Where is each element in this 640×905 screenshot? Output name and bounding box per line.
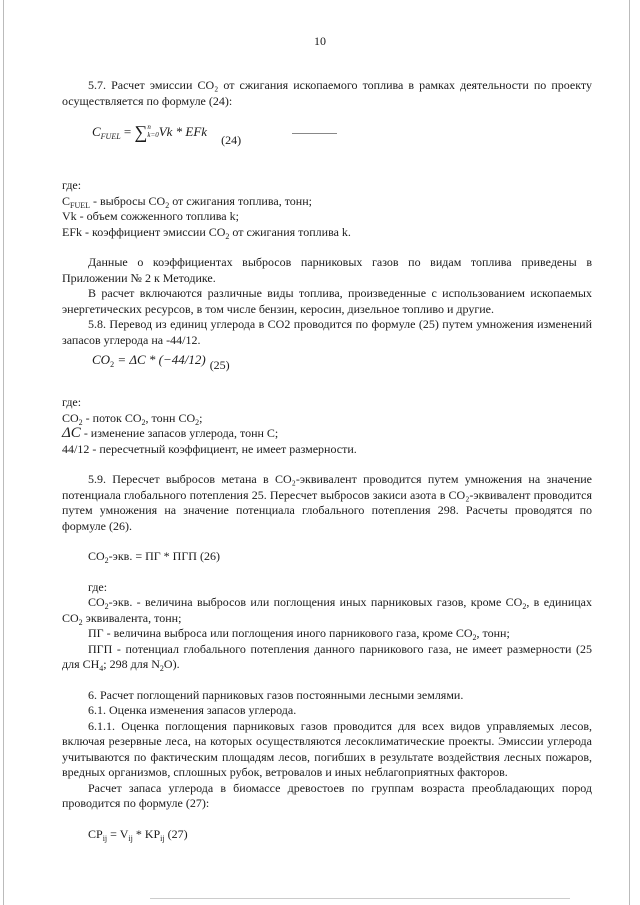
- where-label-24: где:: [62, 178, 82, 192]
- formula-24-lhs-sub: FUEL: [100, 132, 121, 141]
- formula-25-rhs: = ΔC * (−44/12): [114, 352, 206, 367]
- where-25-item: $CO_2$ - поток $CO_2$, тонн $CO_2$;: [62, 410, 203, 427]
- where-26-item: ПГ - величина выброса или поглощения иного парникового газа, кроме $CO_2$, тонн;: [88, 626, 510, 642]
- paragraph-5-8: 5.8. Перевод из единиц углерода в CO2 проводится по формуле (25) путем умножения изменений запасов углерода на -44/12.: [62, 317, 592, 347]
- sum-lower: k=0: [147, 131, 159, 140]
- where-25-item: ΔC - изменение запасов углерода, тонн C;: [62, 425, 279, 441]
- sum-limits: [147, 123, 158, 139]
- paragraph-6-1-1: 6.1.1. Оценка поглощения парниковых газов проводится для всех видов управляемых лесов, включая резервные леса, на которых осуществляются лесоклиматические проекты. Эмиссии углерода учитываются по фактическим площадям лесов, погибших в результате воздействия лесных пожаров, вредных организмов, сплошных рубок, ветровалов и иных неблагоприятных факторов.: [62, 718, 592, 779]
- where-list-25: [62, 411, 592, 458]
- formula-25-number: (25): [209, 358, 230, 372]
- right-scan-edge: [629, 0, 630, 905]
- where-label-25: где:: [62, 395, 82, 409]
- where-24-item: EFk - коэффициент эмиссии $CO_2$ от сжигания топлива k.: [62, 224, 351, 241]
- paragraph-5-7: 5.7. Расчет эмиссии CO₂ от сжигания ископаемого топлива в рамках деятельности по проекту осуществляется по формуле (24):: [62, 78, 592, 108]
- scan-artifact-line: [292, 133, 337, 134]
- formula-26: $CO_2$-экв. = ПГ * ПГП (26): [88, 549, 220, 565]
- where-26-item: ПГП - потенциал глобального потепления данного парникового газа, не имеет размерности (25 для $CH_4$; 298 для $N_2O$).: [62, 641, 592, 673]
- where-label-26: где:: [88, 579, 108, 594]
- where-24-item: Vk - объем сожженного топлива k;: [62, 209, 239, 223]
- paragraph-carbon-stock: Расчет запаса углерода в биомассе древостоев по группам возраста преобладающих пород проводится по формуле (27):: [62, 780, 592, 810]
- formula-25-lhs-sub: 2: [110, 360, 115, 369]
- formula-24-eq: =: [120, 124, 135, 139]
- where-list-24: [62, 194, 592, 241]
- sum-upper: n: [147, 123, 151, 132]
- scan-artifact-line: [150, 898, 570, 899]
- page-content: [62, 78, 592, 842]
- section-6-heading: 6. Расчет поглощений парниковых газов постоянными лесными землями.: [88, 687, 464, 702]
- formula-27: $CP_{ij} = V_{ij} * KP_{ij}$ (27): [88, 826, 188, 843]
- formula-24: [92, 123, 592, 163]
- formula-25: [92, 352, 592, 380]
- formula-25-lhs: CO: [92, 352, 111, 367]
- formula-24-number: (24): [221, 133, 242, 147]
- paragraph-5-9: 5.9. Пересчет выбросов метана в CO₂-эквивалент проводится путем умножения на значение потенциала глобального потепления 25. Пересчет выбросов закиси азота в CO₂-эквивалент проводится путем умножения на значение потенциала глобального потепления 298. Расчеты проводятся по формуле (26).: [62, 472, 592, 533]
- section-6-1-heading: 6.1. Оценка изменения запасов углерода.: [88, 703, 297, 717]
- page-number: 10: [314, 34, 326, 48]
- paragraph-fuels: В расчет включаются различные виды топлива, произведенные с использованием ископаемых энергетических ресурсов, в том числе бензин, керосин, дизельное топливо и другие.: [62, 286, 592, 316]
- formula-24-lhs: C: [92, 124, 101, 139]
- left-scan-edge: [3, 0, 4, 905]
- paragraph-coefficients: Данные о коэффициентах выбросов парниковых газов по видам топлива приведены в Приложении № 2 к Методике.: [62, 255, 592, 285]
- where-26-item: $CO_2$-экв. - величина выбросов или поглощения иных парниковых газов, кроме $CO_2$, в единицах $CO_2$ эквивалента, тонн;: [62, 595, 592, 627]
- where-25-item: 44/12 - пересчетный коэффициент, не имеет размерности.: [62, 441, 357, 456]
- sum-symbol: ∑: [134, 122, 148, 142]
- formula-24-body: Vk * EFk: [158, 124, 208, 139]
- where-24-item: $C_{FUEL}$ - выбросы $CO_2$ от сжигания топлива, тонн;: [62, 193, 312, 210]
